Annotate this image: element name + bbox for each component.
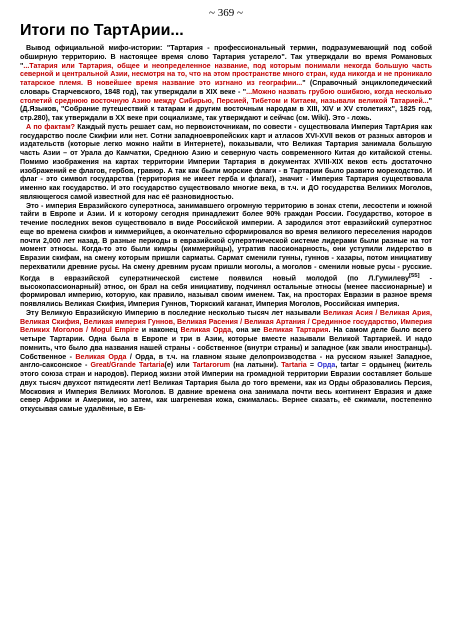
text-run: = <box>306 361 318 370</box>
highlighted-text: ...Татария или Тартария, общее и неопределенное название, под которым понимали некогда большую часть северной и центральной Азии, несмотря на то, что на этом пространстве много стран, куда никогда и не проникало татарское племя. В новейшее время название это изгнано из географии... <box>20 61 432 87</box>
text-run: Вывод официальной мифо-истории: "Тартария - профессиональный термин, подразумевающий под собой обширную территорию. В настоящее время слово Тартария устарело". Так утверждали во время Романовых " <box>20 44 432 70</box>
page-number: ~ 369 ~ <box>209 7 243 19</box>
text-run: Каждый пусть решает сам, но первоисточникам, по совести - существовала Империя ТартАрия как государство после Скифии или нет. Сотни западноевропейских карт и атласов XVI-XVII веков от разных авторов и издательств (которые легко можно найти в Интернете), показывали, что Великая Тартария занимала большую часть Азии – от Урала до Камчатки, Среднюю Азию и северную часть современного Китая до китайской стены. Помимо изображения на картах территории Империи Тартария в документах XVIII-XIX веков есть достаточно изображений ее флагов, гербов, гравюр. А так как были морские флаги - в Тартарии было развито мореходство. И флаг - это символ государства (территория не имеет герба и флага!), значит - Империя Тартария существовала именно как государство. И это государство существовало многие века, в т.ч. и ДО государства Великих Моголов, являющегося самой известной для нас её разновидностью. <box>20 122 433 201</box>
text-run: " (Справочный энциклопедический словарь Старчевского, 1848 год), так утверждали в XIX веке - " <box>20 79 433 96</box>
paragraph <box>20 44 432 123</box>
text-run: (на латыни). <box>230 361 282 370</box>
text-run: и наконец <box>138 326 181 335</box>
paragraph <box>20 123 432 202</box>
text-run: Это - империя Евразийского суперэтноса, занимавшего огромную территорию в зонах степи, лесостепи и южной тайги в Европе и Азии. И к которому сегодня принадлежит более 90% граждан России. Государство, которое в течение последних веков существовало в виде Российской империи. А зародился этот евразийский суперэтнос еще во времена скифов и киммерийцев, а окончательно сформировался во время великого переселения народов почти 2,000 лет назад. В разные периоды в евразийской суперэтнической системе лидерами были разные на тот момент этносы. Когда-то это были кимры (киммерийцы), утратив пассионарность, они уступили лидерство в Евразии скифам, на смену которым пришли сарматы. Сармат сменили гунны, гуннов - хазары, потом инициативу перехватили древние русы. На смену древним русам пришли моголы, а моголов - сменили новые русы - русские. Когда в евразийской суперэтнической системе появился новый молодой (по Л.Гумилеву <box>20 201 432 282</box>
paragraph <box>20 202 432 309</box>
highlighted-text: ...Можно назвать грубою ошибкою, когда несколько столетий среднюю восточную Азию между Сибирью, Персией, Тибетом и Китаем, называли великой Татарией... <box>20 87 432 105</box>
text-run: / Орда, в т.ч. на главном языке делопроизводства - на русском языке! Западное, англо-саксонское - <box>20 352 432 370</box>
highlighted-text: Great/Grande Tartaria <box>90 361 165 370</box>
highlighted-text: Tartaria <box>281 361 307 370</box>
highlighted-text: Орда <box>317 361 336 370</box>
highlighted-text: Tartarorum <box>192 361 231 370</box>
footnote-ref: [55] <box>409 272 420 279</box>
text-run: Эту Великую Евразийскую Империю в последние несколько тысяч лет называли <box>26 308 324 317</box>
text-run: , она же <box>231 326 264 335</box>
text-run: . На самом деле было всего четыре Тартарии. Одна была в Европе и три в Азии, которые вместе называли Великой Тартарией. И надо помнить, что было два названия нашей страны - собственное (внутри страны) и западное (как звали иностранцы). Собственное - <box>20 326 432 361</box>
text-run: " (Д.Языков, "Собрание путешествий к татарам и другим восточным народам в XIII, XIV и XV столетиях", 1825 год, стр.280), так утверждали в XX веке при социализме, так утверждают и сейчас (см. Wiki). Это - ложь. <box>20 96 432 122</box>
text-run: , tartar = ордынец (житель этого союза стран и народов). Период жизни этой Империи на громадной территории Евразии составляет больше двух тысяч двухсот пятидесяти лет! Великая Тартария была до того времени, как из Орды образовались Персия, Московия и Империя Великих Моголов. В давние времена она занимала почти весь континент Евразия и даже север Африки и Америки, но затем, как шагреневая кожа, сжималась. Вернее сказать, её сжимали, постепенно откусывая самые удалённые, в Ев- <box>20 361 432 414</box>
highlighted-text: Великая Тартария <box>263 326 329 335</box>
document-body <box>20 44 432 414</box>
highlighted-text: А по фактам? <box>26 122 75 131</box>
highlighted-text: Великая Орда <box>180 326 232 335</box>
text-run: (e) или <box>164 361 193 370</box>
highlighted-text: Великая Орда <box>75 352 127 361</box>
paragraph <box>20 309 432 414</box>
text-run: - высокопассионарный) этнос, он брал на себя инициативу, подчинял остальные этносы (менее пассионарные) и формировал империю, которую, как правило, называл своим именем. Так, на просторах Евразии в разное время появлялись Великая Скифия, Империя Гуннов, Тюркский каганат, Империя Моголов, Российская империя. <box>20 273 432 309</box>
highlighted-text: Великая Асия / Великая Ария, Великая Скифия, Великая империя Гуннов, Великая Расения / Великая Артания / Срединное государство, Империя Великих Моголов / Mogul Empire <box>20 308 432 335</box>
page-title: Итоги по ТартАрии... <box>20 22 184 39</box>
